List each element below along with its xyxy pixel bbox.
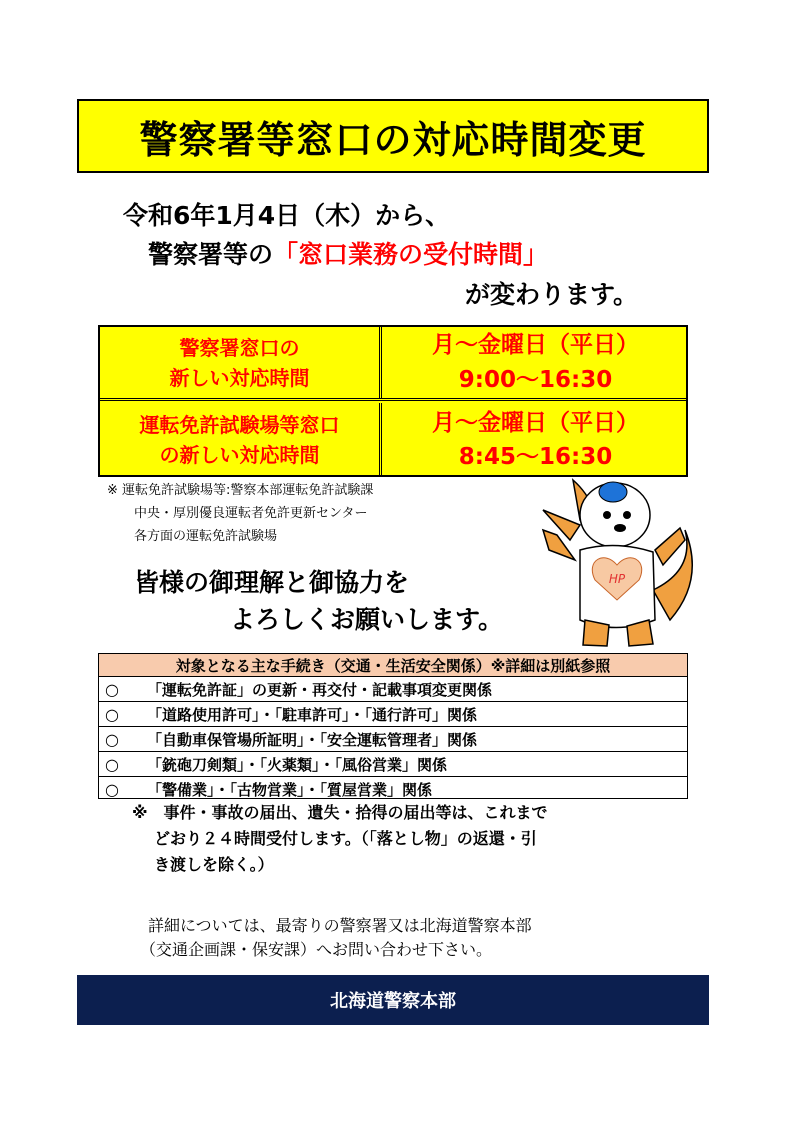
procedures-note-line: き渡しを除く。） [154,855,274,874]
hours-time: 8:45～16:30 [458,444,613,470]
hours-label-police [100,327,382,398]
mascot-illustration [535,470,700,652]
hours-value-police [385,327,686,398]
procedures-note [132,800,662,878]
procedure-text: 「自動車保管場所証明」・「安全運転管理者」関係 [147,730,478,749]
hours-days: 月～金曜日（平日） [432,332,639,358]
circle-mark: ○ [105,754,119,774]
license-note-2: 中央・厚別優良運転者免許更新センター [134,506,368,521]
procedures-header: 対象となる主な手続き（交通・生活安全関係）※詳細は別紙参照 [99,654,687,677]
procedure-row [99,677,687,702]
hours-label-line: 運転免許試験場等窓口 [139,413,340,437]
hours-table [98,325,688,477]
intro-line-2 [148,242,548,267]
contact-line-2: （交通企画課・保安課）へお問い合わせ下さい。 [140,940,493,959]
thanks-line-1: 皆様の御理解と御協力を [134,568,410,597]
hours-label-line: の新しい対応時間 [159,443,320,467]
footer-organization: 北海道警察本部 [330,991,456,1012]
license-note-1: ※ 運転免許試験場等:警察本部運転免許試験課 [107,483,374,498]
contact-line-1: 詳細については、最寄りの警察署又は北海道警察本部 [148,916,532,935]
circle-mark: ○ [105,779,119,799]
page-title: 警察署等窓口の対応時間変更 [139,117,647,162]
procedure-row [99,702,687,727]
procedure-row [99,727,687,752]
hours-days: 月～金曜日（平日） [432,409,639,436]
procedure-text: 「警備業」・「古物営業」・「質屋営業」関係 [147,780,433,799]
hours-value-license [385,403,686,477]
procedure-text: 「運転免許証」の更新・再交付・記載事項変更関係 [147,680,493,699]
intro-prefix: 警察署等の [148,240,274,269]
hours-label-line: 警察署窓口の [179,335,300,360]
mascot-badge: HP [608,572,626,586]
hours-label-line: 新しい対応時間 [169,365,310,390]
title-banner [77,99,709,173]
hours-label-license [100,403,382,477]
circle-mark: ○ [105,679,119,699]
intro-line-3: が変わります。 [465,280,639,309]
procedure-text: 「道路使用許可」・「駐車許可」・「通行許可」関係 [147,705,478,724]
circle-mark: ○ [105,704,119,724]
procedure-text: 「銃砲刀剣類」・「火薬類」・「風俗営業」関係 [147,755,448,774]
hours-row-police [100,327,686,401]
procedure-row [99,752,687,777]
procedures-table [98,653,688,799]
circle-mark: ○ [105,729,119,749]
procedures-note-line: ※ 事件・事故の届出、遺失・拾得の届出等は、これまで [132,803,548,822]
license-note-3: 各方面の運転免許試験場 [134,529,278,544]
procedure-row [99,777,687,801]
intro-highlight: 「窓口業務の受付時間」 [273,240,549,269]
procedures-note-line: どおり２４時間受付します。（「落とし物」の返還・引 [154,829,537,848]
hours-time: 9:00～16:30 [458,366,613,393]
intro-line-1: 令和6年1月4日（木）から、 [123,201,451,230]
footer-bar [77,975,709,1025]
hours-row-license [100,403,686,477]
thanks-line-2: よろしくお願いします。 [230,605,504,634]
